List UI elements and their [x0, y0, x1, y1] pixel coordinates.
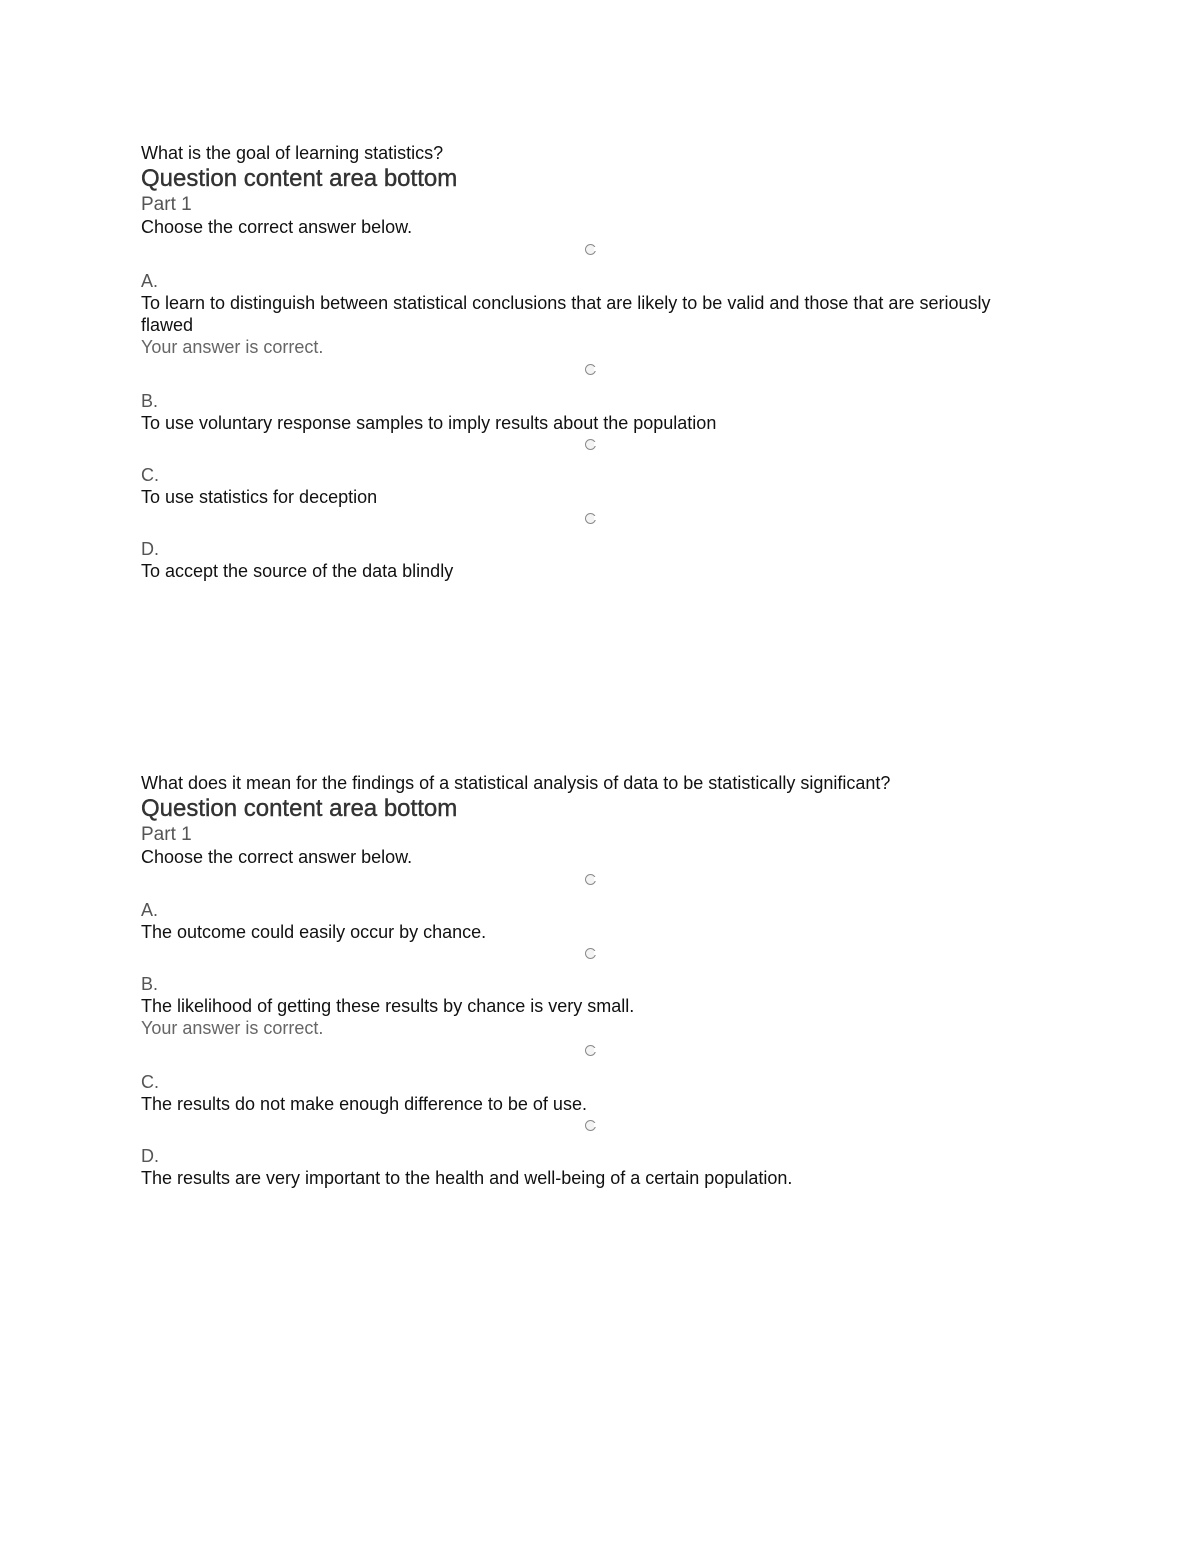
- radio-button[interactable]: [585, 1120, 596, 1131]
- option-letter: C.: [141, 465, 159, 485]
- option-b[interactable]: [141, 943, 1001, 1040]
- part-label: Part 1: [141, 824, 192, 845]
- option-text: To learn to distinguish between statistical conclusions that are likely to be valid and those that are seriously flawed: [141, 293, 991, 335]
- question-prompt: What does it mean for the findings of a statistical analysis of data to be statistically significant?: [141, 773, 891, 793]
- question-2: [141, 772, 1001, 1189]
- radio-button[interactable]: [585, 874, 596, 885]
- option-text: The results are very important to the health and well-being of a certain population.: [141, 1168, 793, 1188]
- part-label: Part 1: [141, 194, 192, 215]
- option-text: The likelihood of getting these results by chance is very small.: [141, 996, 635, 1016]
- option-a[interactable]: [141, 239, 1001, 359]
- option-d[interactable]: [141, 508, 1001, 582]
- radio-button[interactable]: [585, 439, 596, 450]
- option-letter: A.: [141, 271, 159, 291]
- option-text: The results do not make enough difference to be of use.: [141, 1094, 587, 1114]
- answer-feedback: Your answer is correct.: [141, 337, 324, 357]
- radio-button[interactable]: [585, 1045, 596, 1056]
- question-1: [141, 142, 1001, 582]
- option-c[interactable]: [141, 1040, 1001, 1115]
- option-text: To use voluntary response samples to imply results about the population: [141, 413, 717, 433]
- radio-button[interactable]: [585, 364, 596, 375]
- option-a[interactable]: [141, 869, 1001, 943]
- radio-button[interactable]: [585, 948, 596, 959]
- option-b[interactable]: [141, 359, 1001, 434]
- answer-feedback: Your answer is correct.: [141, 1018, 324, 1038]
- option-text: The outcome could easily occur by chance.: [141, 922, 487, 942]
- option-text: To accept the source of the data blindly: [141, 561, 454, 581]
- option-letter: C.: [141, 1072, 159, 1092]
- radio-button[interactable]: [585, 244, 596, 255]
- option-letter: B.: [141, 391, 159, 411]
- instruction-text: Choose the correct answer below.: [141, 217, 413, 237]
- option-letter: D.: [141, 1146, 159, 1166]
- instruction-text: Choose the correct answer below.: [141, 847, 413, 867]
- question-area-heading: Question content area bottom: [141, 165, 458, 192]
- option-letter: A.: [141, 900, 159, 920]
- option-c[interactable]: [141, 434, 1001, 508]
- question-area-heading: Question content area bottom: [141, 795, 458, 822]
- option-d[interactable]: [141, 1115, 1001, 1189]
- option-letter: B.: [141, 974, 159, 994]
- radio-button[interactable]: [585, 513, 596, 524]
- question-prompt: What is the goal of learning statistics?: [141, 143, 444, 163]
- option-letter: D.: [141, 539, 159, 559]
- option-text: To use statistics for deception: [141, 487, 378, 507]
